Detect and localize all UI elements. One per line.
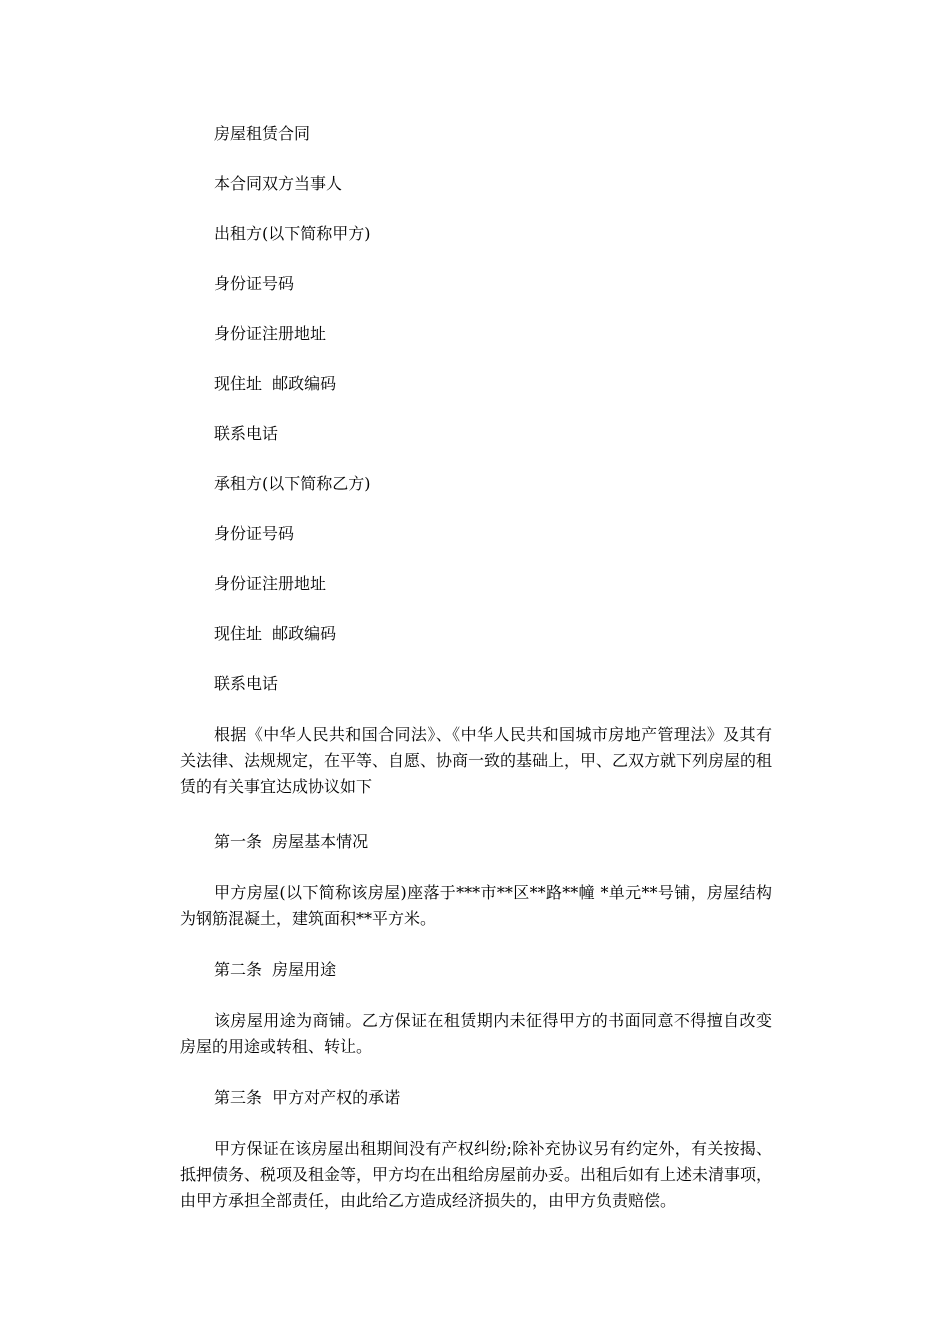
lessor-id-address: 身份证注册地址 xyxy=(214,324,327,343)
article-2-body: 该房屋用途为商铺。乙方保证在租赁期内未征得甲方的书面同意不得擅自改变房屋的用途或转租、转让。 xyxy=(180,1011,772,1056)
lessee-id-address: 身份证注册地址 xyxy=(214,574,327,593)
preamble-paragraph: 根据《中华人民共和国合同法》、《中华人民共和国城市房地产管理法》及其有关法律、法规规定，在平等、自愿、协商一致的基础上，甲、乙双方就下列房屋的租赁的有关事宜达成协议如下 xyxy=(180,725,773,796)
article-1-body: 甲方房屋(以下简称该房屋)座落于***市**区**路**幢 *单元**号铺，房屋结构为钢筋混凝土，建筑面积**平方米。 xyxy=(180,883,772,928)
lessee-id-number: 身份证号码 xyxy=(214,524,295,543)
lessee-phone: 联系电话 xyxy=(214,674,279,693)
lessee-label: 承租方(以下简称乙方) xyxy=(214,474,371,493)
lessor-current-address: 现住址 邮政编码 xyxy=(214,374,337,393)
document-title: 房屋租赁合同 xyxy=(214,124,311,143)
lessor-label: 出租方(以下简称甲方) xyxy=(214,224,371,243)
lessee-current-address: 现住址 邮政编码 xyxy=(214,624,337,643)
lessor-id-number: 身份证号码 xyxy=(214,274,295,293)
article-3-heading: 第三条 甲方对产权的承诺 xyxy=(214,1088,401,1107)
article-3-body: 甲方保证在该房屋出租期间没有产权纠纷;除补充协议另有约定外，有关按揭、抵押债务、税项及租金等，甲方均在出租给房屋前办妥。出租后如有上述未清事项，由甲方承担全部责任，由此给乙方造成经济损失的，由甲方负责赔偿。 xyxy=(180,1139,773,1210)
article-1-heading: 第一条 房屋基本情况 xyxy=(214,832,369,851)
lessor-phone: 联系电话 xyxy=(214,424,279,443)
parties-heading: 本合同双方当事人 xyxy=(214,174,343,193)
article-2-heading: 第二条 房屋用途 xyxy=(214,960,337,979)
document-body xyxy=(180,122,772,1240)
